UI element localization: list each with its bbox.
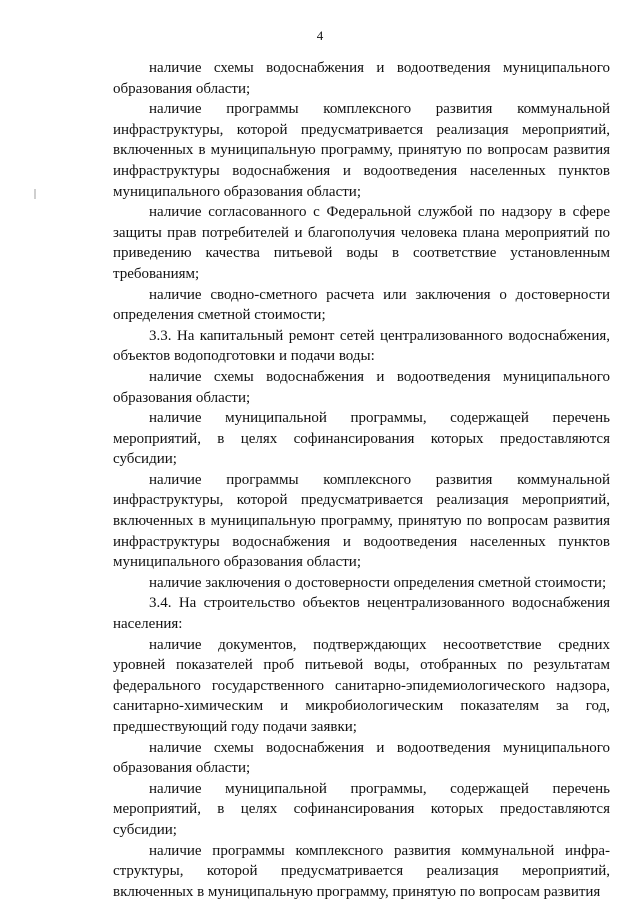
paragraph-consumer-protection-plan: наличие согласованного с Федеральной службой по надзору в сфере защиты прав потребителей и благополучия человека плана мероприятий по приведению качества питьевой воды в соответствие установленным требованиям; bbox=[113, 204, 610, 282]
section-3-4-heading: 3.4. На строительство объектов нецентрализованного водоснабжения населения: bbox=[113, 595, 610, 633]
document-body bbox=[113, 58, 610, 902]
paragraph-cost-conclusion: наличие заключения о достоверности определения сметной стоимости; bbox=[149, 574, 607, 591]
paragraph-water-quality-documents: наличие документов, подтверждающих несоответствие средних уровней показателей проб питьевой воды, отобранных по результатам федерального государственного санитарно-эпидемиологического надзора, санитарно-химическим и микробиологическим показателям за год, предшествующий году подачи заявки; bbox=[113, 636, 610, 735]
paragraph-cost-estimate: наличие сводно-сметного расчета или заключения о достоверности определения сметной стоимости; bbox=[113, 286, 610, 324]
paragraph-water-scheme: наличие схемы водоснабжения и водоотведения муниципального образования области; bbox=[113, 739, 610, 777]
paragraph-infrastructure-program: наличие программы комплексного развития коммунальной инфраструктуры, которой предусматривается реализация мероприятий, включенных в муниципальную программу, принятую по вопросам развития bbox=[113, 842, 610, 900]
paragraph-water-scheme: наличие схемы водоснабжения и водоотведения муниципального образования области; bbox=[113, 368, 610, 406]
paragraph-water-scheme: наличие схемы водоснабжения и водоотведения муниципального образования области; bbox=[113, 60, 610, 97]
paragraph-municipal-program: наличие муниципальной программы, содержащей перечень мероприятий, в целях софинансирования которых предоставляются субсидии; bbox=[113, 410, 610, 468]
section-3-3-heading: 3.3. На капитальный ремонт сетей централизованного водоснабжения, объектов водоподготовки и подачи воды: bbox=[113, 327, 610, 365]
paragraph-infrastructure-program: наличие программы комплексного развития коммунальной инфраструктуры, которой предусматривается реализация мероприятий, включенных в муниципальную программу, принятую по вопросам развития инфраструктуры водоснабжения и водоотведения населенных пунктов муниципального образования области; bbox=[113, 101, 610, 200]
paragraph-infrastructure-program: наличие программы комплексного развития коммунальной инфраструктуры, которой предусматривается реализация мероприятий, включенных в муниципальную программу, принятую по вопросам развития инфраструктуры водоснабжения и водоотведения населенных пунктов муниципального образования области; bbox=[113, 471, 610, 571]
page-number: 4 bbox=[316, 28, 324, 43]
margin-mark bbox=[34, 189, 36, 199]
paragraph-municipal-program: наличие муниципальной программы, содержащей перечень мероприятий, в целях софинансирования которых предоставляются субсидии; bbox=[113, 780, 610, 838]
